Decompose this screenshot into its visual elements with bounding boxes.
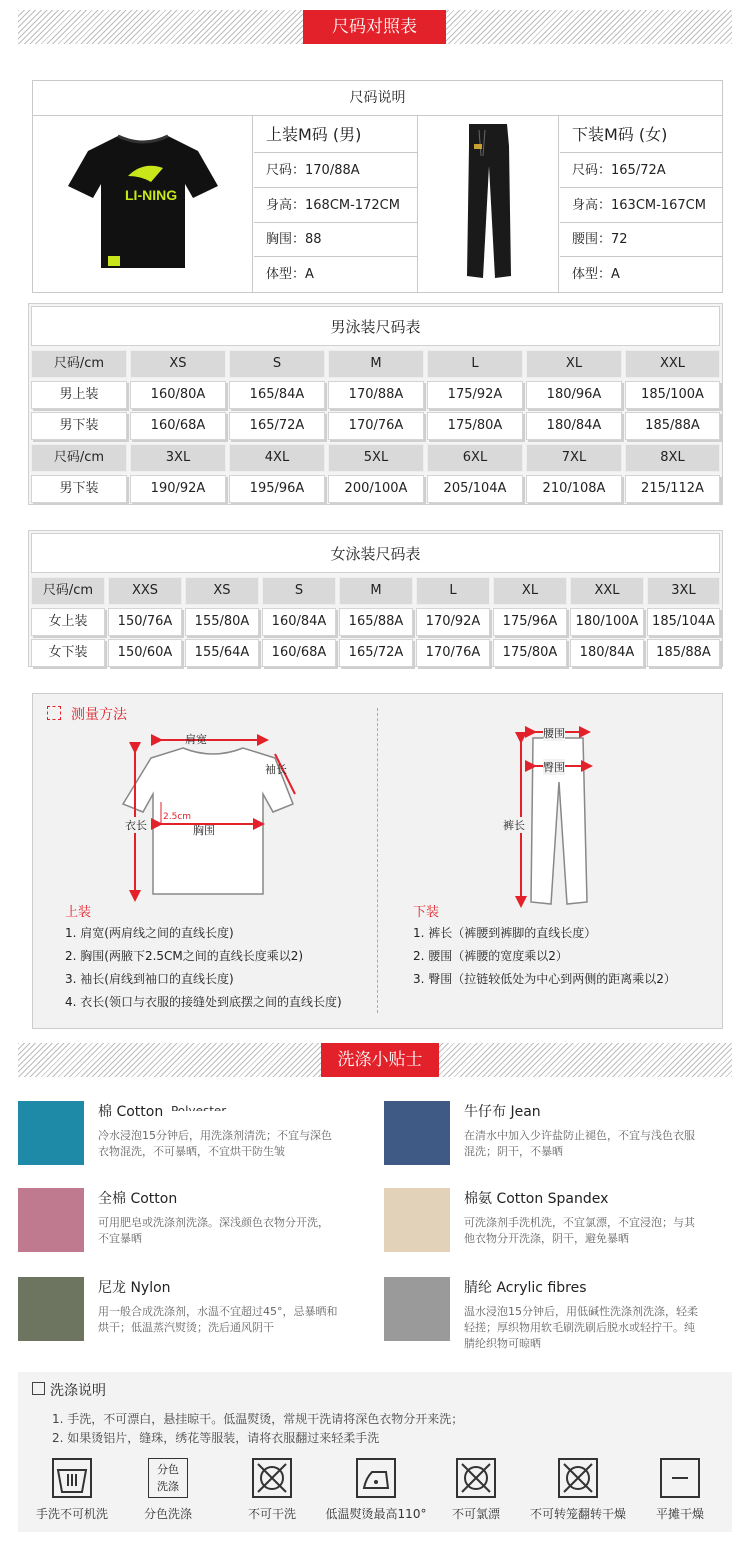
shirt-diagram xyxy=(113,724,313,904)
label-waist: 腰围 xyxy=(543,727,565,740)
size-chart-banner-label: 尺码对照表 xyxy=(303,10,446,44)
women-table-cell: 175/96A xyxy=(493,608,567,636)
bottom-measure-item: 3. 臀围（拉链较低处为中心到两侧的距离乘以2） xyxy=(413,972,676,986)
men-size-table xyxy=(28,303,723,505)
women-table-cell: 165/88A xyxy=(339,608,413,636)
fabric-swatch xyxy=(18,1101,84,1165)
men-table-header-cell: 尺码/cm xyxy=(31,350,127,378)
women-table-cell: 180/84A xyxy=(570,639,644,667)
men-table-cell: 205/104A xyxy=(427,475,523,503)
fabric-desc: 混洗；阴干，不暴晒 xyxy=(464,1145,563,1158)
men-table-cell: 170/76A xyxy=(328,412,424,440)
label-pants-length: 裤长 xyxy=(503,819,525,832)
fabric-swatch xyxy=(384,1101,450,1165)
women-table-cell: 175/80A xyxy=(493,639,567,667)
women-table-cell: 170/92A xyxy=(416,608,490,636)
women-table-header-cell: S xyxy=(262,577,336,605)
men-table-title: 男泳装尺码表 xyxy=(31,306,720,346)
no-bleach-icon xyxy=(456,1458,496,1498)
women-table-cell: 185/88A xyxy=(647,639,720,667)
top-spec-row: 尺码：170/88A xyxy=(254,153,417,188)
fabric-desc: 温水浸泡15分钟后，用低碱性洗涤剂洗涤，轻柔 xyxy=(464,1305,698,1318)
label-offset: 2.5cm xyxy=(163,812,192,822)
fabric-title: 棉 Cotton xyxy=(98,1104,164,1120)
women-table-cell: 180/100A xyxy=(570,608,644,636)
men-table-header-cell: S xyxy=(229,350,325,378)
fabric-desc: 他衣物分开洗涤，阴干，避免暴晒 xyxy=(464,1232,629,1245)
fabric-title: 牛仔布 Jean xyxy=(464,1104,541,1120)
li-ning-logo: LI-NING xyxy=(125,187,178,203)
care-icon-label: 分色洗涤 xyxy=(143,1507,192,1521)
men-table-header-cell: M xyxy=(328,350,424,378)
wash-note-item: 2. 如果烫铝片，缝珠，绣花等服装，请将衣服翻过来轻柔手洗 xyxy=(52,1431,380,1445)
low-iron-icon xyxy=(356,1458,396,1498)
women-table-cell: 155/80A xyxy=(185,608,259,636)
wash-tips-label: 洗涤小贴士 xyxy=(321,1043,439,1077)
men-table-cell: 210/108A xyxy=(526,475,622,503)
fabric-title: 棉氨 Cotton Spandex xyxy=(464,1191,609,1207)
top-spec-row: 体型：A xyxy=(266,267,314,282)
women-table-cell: 160/84A xyxy=(262,608,336,636)
fabric-desc: 可用肥皂或洗涤剂洗涤。深浅颜色衣物分开洗， xyxy=(98,1216,329,1229)
men-table-cell: 男下装 xyxy=(31,475,127,503)
hand-wash-icon xyxy=(52,1458,92,1498)
men-table-header-cell: 7XL xyxy=(526,444,622,472)
fabric-desc: 用一般合成洗涤剂，水温不宜超过45°，忌暴晒和 xyxy=(98,1305,338,1318)
wash-tips-banner xyxy=(18,1043,732,1077)
bottom-spec-row: 身高：163CM-167CM xyxy=(560,188,722,223)
tshirt-image xyxy=(33,116,253,292)
men-table-cell: 195/96A xyxy=(229,475,325,503)
men-table-header-cell: 尺码/cm xyxy=(31,444,127,472)
men-table-cell: 185/100A xyxy=(625,381,720,409)
size-info-panel xyxy=(32,80,723,293)
edit-icon xyxy=(32,1382,45,1395)
men-table-cell: 170/88A xyxy=(328,381,424,409)
men-table-header-cell: 4XL xyxy=(229,444,325,472)
men-table-cell: 190/92A xyxy=(130,475,226,503)
fabric-swatch xyxy=(384,1277,450,1341)
bottom-spec-row: 体型：A xyxy=(572,267,620,282)
wash-note-item: 1. 手洗，不可漂白，悬挂晾干。低温熨烫，常规干洗请将深色衣物分开来洗； xyxy=(52,1412,464,1426)
women-table-cell: 女上装 xyxy=(31,608,105,636)
care-icon-label: 低温熨烫最高110° xyxy=(325,1507,427,1521)
women-table-header-cell: L xyxy=(416,577,490,605)
fabric-title-overlap: Polyester xyxy=(171,1104,227,1118)
men-table-cell: 男下装 xyxy=(31,412,127,440)
men-table-cell: 175/80A xyxy=(427,412,523,440)
bottom-spec-row: 尺码：165/72A xyxy=(560,153,722,188)
women-table-title: 女泳装尺码表 xyxy=(31,533,720,573)
flat-dry-icon xyxy=(660,1458,700,1498)
men-table-cell: 180/96A xyxy=(526,381,622,409)
fabric-swatch xyxy=(18,1188,84,1252)
men-table-header-cell: 5XL xyxy=(328,444,424,472)
label-length: 衣长 xyxy=(125,819,147,832)
women-table-cell: 女下装 xyxy=(31,639,105,667)
fabric-title: 尼龙 Nylon xyxy=(98,1280,171,1296)
men-table-cell: 165/72A xyxy=(229,412,325,440)
top-measure-list xyxy=(65,922,342,1014)
bottom-spec-table xyxy=(560,116,722,292)
top-measure-item: 4. 衣长(领口与衣服的接缝处到底摆之间的直线长度) xyxy=(65,995,342,1009)
care-icon-label: 手洗不可机洗 xyxy=(35,1507,108,1521)
measurement-panel xyxy=(32,693,723,1029)
women-size-table xyxy=(28,530,723,667)
fabric-desc: 轻搓；厚织物用软毛刷洗刷后脱水或轻拧干。纯 xyxy=(464,1321,695,1334)
men-table-cell: 185/88A xyxy=(625,412,720,440)
top-spec-table xyxy=(254,116,418,292)
fabric-swatch xyxy=(18,1277,84,1341)
wash-notes-list xyxy=(52,1410,463,1448)
bottom-spec-row: 腰围：72 xyxy=(560,223,722,257)
bottom-measure-list xyxy=(413,922,676,991)
men-table-header-cell: XS xyxy=(130,350,226,378)
care-icon-label: 平摊干燥 xyxy=(655,1507,704,1521)
men-table-header-cell: 8XL xyxy=(625,444,720,472)
men-table-cell: 160/80A xyxy=(130,381,226,409)
women-table-header-cell: XXS xyxy=(108,577,182,605)
wash-notes-title: 洗涤说明 xyxy=(50,1383,106,1399)
women-table-header-cell: 尺码/cm xyxy=(31,577,105,605)
women-table-cell: 165/72A xyxy=(339,639,413,667)
fabric-desc: 可洗涤剂手洗机洗，不宜氯漂，不宜浸泡；与其 xyxy=(464,1216,695,1229)
men-table-cell: 215/112A xyxy=(625,475,720,503)
bottom-measure-item: 2. 腰围（裤腰的宽度乘以2） xyxy=(413,949,568,963)
men-table-header-cell: 6XL xyxy=(427,444,523,472)
label-shoulder: 肩宽 xyxy=(185,733,207,746)
men-table-cell: 175/92A xyxy=(427,381,523,409)
pants-image xyxy=(419,116,559,292)
no-tumble-dry-icon xyxy=(558,1458,598,1498)
top-measure-item: 1. 肩宽(两肩线之间的直线长度) xyxy=(65,926,234,940)
separate-wash-icon: 分色 洗涤 xyxy=(148,1458,188,1498)
women-table-header-cell: XS xyxy=(185,577,259,605)
women-table-cell: 170/76A xyxy=(416,639,490,667)
top-measure-item: 2. 胸围(两腋下2.5CM之间的直线长度乘以2) xyxy=(65,949,304,963)
top-spec-row: 身高：168CM-172CM xyxy=(254,188,417,223)
women-table-cell: 160/68A xyxy=(262,639,336,667)
label-sleeve: 袖长 xyxy=(265,763,287,776)
men-table-cell: 165/84A xyxy=(229,381,325,409)
fabric-title: 腈纶 Acrylic fibres xyxy=(464,1280,587,1296)
women-table-cell: 150/60A xyxy=(108,639,182,667)
men-table-header-cell: L xyxy=(427,350,523,378)
label-hip: 臀围 xyxy=(543,761,565,774)
women-table-header-cell: XXL xyxy=(570,577,644,605)
men-table-header-cell: XL xyxy=(526,350,622,378)
men-table-cell: 男上装 xyxy=(31,381,127,409)
men-table-cell: 180/84A xyxy=(526,412,622,440)
top-spec-title: 上装M码 (男) xyxy=(254,116,417,153)
fabric-desc: 冷水浸泡15分钟后，用洗涤剂清洗；不宜与深色 xyxy=(98,1129,332,1142)
women-table-cell: 150/76A xyxy=(108,608,182,636)
no-dry-clean-icon xyxy=(252,1458,292,1498)
fabric-desc: 不宜暴晒 xyxy=(98,1232,142,1245)
top-measure-title: 上装 xyxy=(65,905,92,920)
women-table-cell: 185/104A xyxy=(647,608,720,636)
top-spec-row: 胸围：88 xyxy=(254,223,417,257)
size-chart-banner xyxy=(18,10,732,44)
men-table-header-cell: 3XL xyxy=(130,444,226,472)
label-chest: 胸围 xyxy=(193,824,215,837)
care-icon-label: 不可转笼翻转干燥 xyxy=(529,1507,626,1521)
top-measure-item: 3. 袖长(肩线到袖口的直线长度) xyxy=(65,972,234,986)
women-table-cell: 155/64A xyxy=(185,639,259,667)
women-table-header-cell: XL xyxy=(493,577,567,605)
care-icon-label: 不可氯漂 xyxy=(451,1507,500,1521)
fabric-title: 全棉 Cotton xyxy=(98,1191,178,1207)
fabric-desc: 衣物混洗，不可暴晒，不宜烘干防生皱 xyxy=(98,1145,285,1158)
fabric-desc: 腈纶织物可晾晒 xyxy=(464,1337,541,1350)
size-info-title: 尺码说明 xyxy=(33,81,722,116)
men-table-cell: 160/68A xyxy=(130,412,226,440)
bottom-measure-item: 1. 裤长（裤腰到裤脚的直线长度） xyxy=(413,926,597,940)
men-table-header-cell: XXL xyxy=(625,350,720,378)
measure-icon xyxy=(47,706,61,720)
bottom-spec-title: 下装M码 (女) xyxy=(560,116,722,153)
care-icon-label: 不可干洗 xyxy=(247,1507,296,1521)
women-table-header-cell: M xyxy=(339,577,413,605)
fabric-swatch xyxy=(384,1188,450,1252)
measure-divider xyxy=(377,708,378,1013)
measure-title: 测量方法 xyxy=(71,707,127,723)
men-table-cell: 200/100A xyxy=(328,475,424,503)
women-table-header-cell: 3XL xyxy=(647,577,720,605)
bottom-measure-title: 下装 xyxy=(413,905,440,920)
fabric-desc: 烘干；低温蒸汽熨烫；洗后通风阴干 xyxy=(98,1321,274,1334)
fabric-desc: 在清水中加入少许盐防止褪色，不宜与浅色衣服 xyxy=(464,1129,695,1142)
